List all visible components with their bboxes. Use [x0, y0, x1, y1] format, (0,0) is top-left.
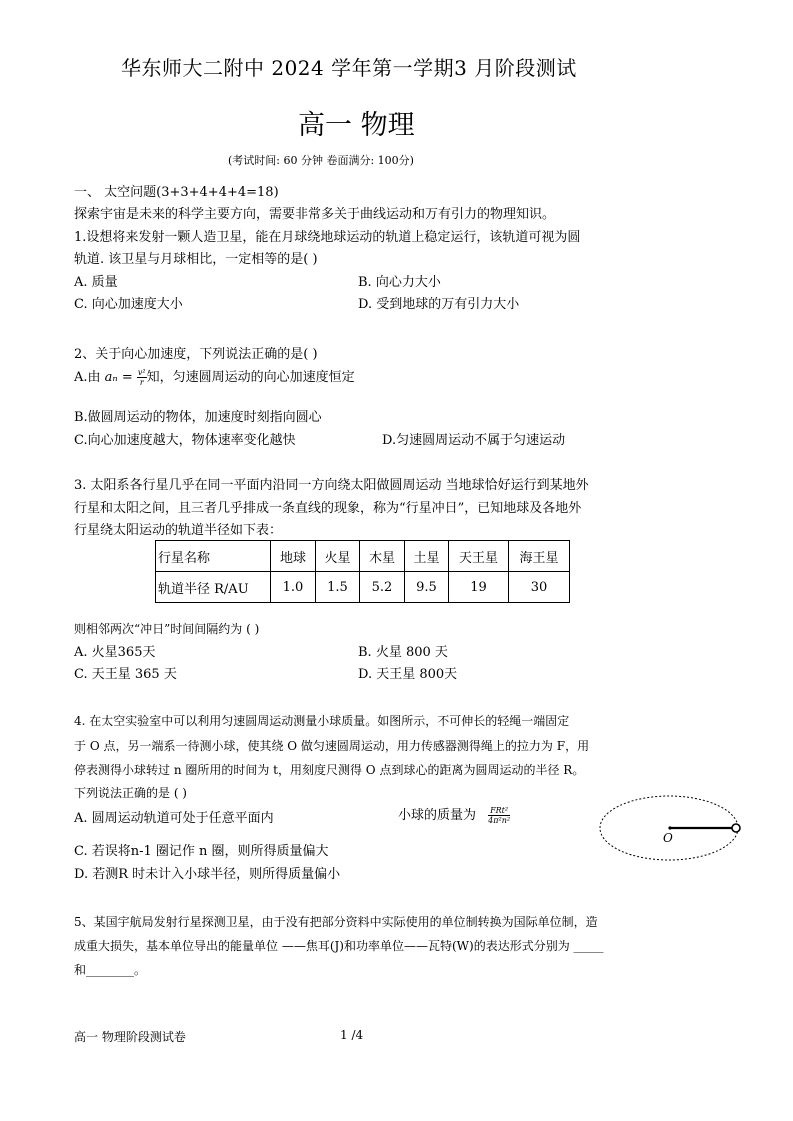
q1-option-d: D. 受到地球的万有引力大小	[358, 297, 520, 312]
q4-option-b	[398, 804, 510, 825]
q3-line3: 行星绕太阳运动的轨道半径如下表：	[74, 523, 283, 538]
table-cell: 轨道半径 R/AU	[156, 572, 271, 603]
q1-line1: 1.设想将来发射一颗人造卫星，能在月球绕地球运动的轨道上稳定运行，该轨道可视为圆	[74, 230, 581, 245]
table-cell: 行星名称	[156, 541, 271, 572]
pivot-point	[668, 826, 671, 829]
footer-title: 高一 物理阶段测试卷	[74, 1030, 186, 1044]
q2-a-fraction	[137, 368, 147, 387]
section-title: 一、 太空问题(3+3+4+4+4=18)	[74, 185, 279, 200]
q4-b-fraction-num: FRt²	[490, 806, 509, 815]
orbit-radius-table	[155, 540, 570, 603]
table-cell: 19	[449, 572, 509, 603]
q4-b-fraction-den: 4π²n²	[488, 816, 511, 825]
q2-option-d: D.匀速圆周运动不属于匀速运动	[382, 433, 566, 448]
q5-line2: 成重大损失，基本单位导出的能量单位 ——焦耳(J)和功率单位——瓦特(W)的表达形式分别为 _____	[74, 939, 604, 953]
q2-option-a	[74, 366, 355, 387]
table-cell: 5.2	[360, 572, 405, 603]
table-cell: 木星	[360, 541, 405, 572]
q2-a-fraction-den: r	[139, 378, 144, 387]
pivot-label: O	[663, 831, 673, 845]
subject-title: 高一 物理	[298, 110, 415, 141]
q2-a-fraction-num: v²	[137, 368, 146, 377]
table-cell: 火星	[316, 541, 360, 572]
q3-stem: 则相邻两次“冲日”时间间隔约为 ( )	[74, 622, 260, 636]
q2-a-formula-lhs: aₙ =	[104, 370, 133, 385]
q4-line1: 4. 在太空实验室中可以利用匀速圆周运动测量小球质量。如图所示，不可伸长的轻绳一端固定	[74, 714, 570, 728]
q4-stem: 下列说法正确的是 ( )	[74, 786, 187, 800]
q3-option-d: D. 天王星 800天	[358, 667, 458, 682]
q2-a-suffix: 知，匀速圆周运动的向心加速度恒定	[146, 370, 355, 385]
table-cell: 海王星	[509, 541, 570, 572]
q4-line2: 于 O 点，另一端系一待测小球，使其绕 O 做匀速圆周运动，用力传感器测得绳上的拉力为 F，用	[74, 739, 590, 753]
q2-option-b: B.做圆周运动的物体，加速度时刻指向圆心	[74, 410, 322, 425]
q4-b-prefix: 小球的质量为	[398, 808, 477, 823]
q5-line3: 和________。	[74, 963, 147, 977]
table-cell: 30	[509, 572, 570, 603]
q4-b-fraction	[488, 806, 510, 825]
q5-line1: 5、某国宇航局发射行星探测卫星，由于没有把部分资料中实际使用的单位制转换为国际单位制，造	[74, 915, 598, 929]
q4-line3: 停表测得小球转过 n 圈所用的时间为 t，用刻度尺测得 O 点到球心的距离为圆周运动的半径 R。	[74, 763, 585, 777]
ball	[732, 824, 740, 832]
q3-option-b: B. 火星 800 天	[358, 645, 448, 660]
q4-option-d: D. 若测R 时未计入小球半径，则所得质量偏小	[74, 867, 341, 882]
table-cell: 9.5	[405, 572, 449, 603]
exam-info: (考试时间: 60 分钟 卷面满分: 100分)	[228, 154, 414, 167]
q1-option-c: C. 向心加速度大小	[74, 297, 183, 312]
q2-a-prefix: A.由	[74, 370, 101, 385]
table-row	[156, 541, 570, 572]
table-row	[156, 572, 570, 603]
q2-stem: 2、关于向心加速度，下列说法正确的是( )	[74, 347, 318, 362]
table-cell: 1.0	[271, 572, 316, 603]
q1-option-b: B. 向心力大小	[358, 275, 441, 290]
q1-option-a: A. 质量	[74, 275, 118, 290]
page-number: 1 /4	[340, 1028, 364, 1042]
table-cell: 1.5	[316, 572, 360, 603]
q3-option-a: A. 火星365天	[74, 645, 156, 660]
q4-option-c: C. 若误将n-1 圈记作 n 圈，则所得质量偏大	[74, 844, 329, 859]
q3-option-c: C. 天王星 365 天	[74, 667, 177, 682]
table-cell: 土星	[405, 541, 449, 572]
circular-motion-figure	[597, 794, 747, 866]
q2-option-c: C.向心加速度越大，物体速率变化越快	[74, 433, 296, 448]
q3-line1: 3. 太阳系各行星几乎在同一平面内沿同一方向绕太阳做圆周运动 当地球恰好运行到某地外	[74, 478, 589, 493]
school-title: 华东师大二附中 2024 学年第一学期3 月阶段测试	[121, 56, 577, 80]
q1-line2: 轨道. 该卫星与月球相比，一定相等的是( )	[74, 252, 318, 267]
section-intro: 探索宇宙是未来的科学主要方向，需要非常多关于曲线运动和万有引力的物理知识。	[74, 207, 556, 222]
table-cell: 天王星	[449, 541, 509, 572]
q4-option-a: A. 圆周运动轨道可处于任意平面内	[74, 811, 274, 826]
q3-line2: 行星和太阳之间，且三者几乎排成一条直线的现象，称为“行星冲日”，已知地球及各地外	[74, 501, 582, 516]
table-cell: 地球	[271, 541, 316, 572]
